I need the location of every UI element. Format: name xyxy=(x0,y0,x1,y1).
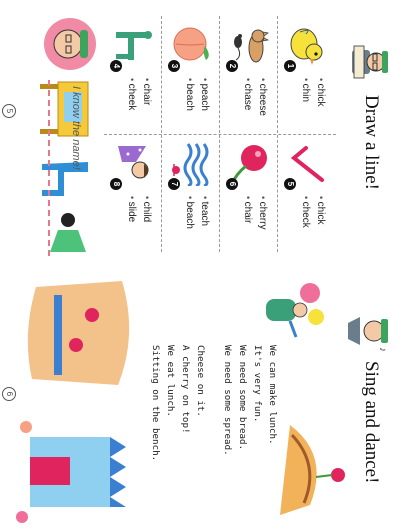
page-title-sing-and-dance: Sing and dance! xyxy=(361,361,382,484)
stanza-gap xyxy=(208,345,220,461)
word-choice[interactable]: • cheek xyxy=(124,78,139,110)
page-number-right: 6 xyxy=(2,387,16,401)
blue-chair-icon xyxy=(38,156,94,202)
item-number: 8 xyxy=(110,178,122,190)
word-choice[interactable]: • check xyxy=(298,196,313,228)
word-options xyxy=(298,196,328,228)
word-choice[interactable]: • chin xyxy=(298,78,313,106)
dancing-children-icon xyxy=(250,273,330,343)
singing-mascot-icon xyxy=(346,309,392,353)
item-number: 5 xyxy=(284,178,296,190)
item-number: 6 xyxy=(226,178,238,190)
grid-cell-1 xyxy=(278,16,336,134)
word-choice[interactable]: • chair xyxy=(240,196,255,229)
word-options xyxy=(240,196,270,229)
word-choice[interactable]: • peach xyxy=(197,78,212,111)
mascot-boy-icon xyxy=(346,40,392,84)
word-choice[interactable]: • cherry xyxy=(255,196,270,229)
grid-cell-3 xyxy=(162,16,220,134)
ball-and-cone-icon xyxy=(44,212,90,256)
matching-grid xyxy=(104,16,336,252)
poem-line: We eat lunch. xyxy=(165,345,176,417)
poem-line: A cherry on top! xyxy=(180,345,191,434)
grid-cell-6 xyxy=(220,134,278,252)
pink-dashed-line xyxy=(48,80,50,256)
castle-flags-icon xyxy=(12,417,130,527)
word-choice[interactable]: • beach xyxy=(182,78,197,111)
word-options xyxy=(240,78,270,116)
word-options xyxy=(298,78,328,106)
table-icon xyxy=(38,78,98,140)
word-choice[interactable]: • chase xyxy=(240,78,255,116)
grid-cell-7 xyxy=(162,134,220,252)
page-number-left: 5 xyxy=(2,104,16,118)
poem xyxy=(148,345,280,461)
grid-cell-8 xyxy=(104,134,162,252)
poem-line: Cheese on it. xyxy=(195,345,206,417)
word-choice[interactable]: • cheese xyxy=(255,78,270,116)
poem-line: Sitting on the bench. xyxy=(150,345,161,462)
poem-line: We can make lunch. xyxy=(267,345,278,445)
item-number: 1 xyxy=(284,60,296,72)
word-choice[interactable]: • chick xyxy=(313,78,328,106)
word-options xyxy=(124,78,154,110)
poem-line: It's very fun. xyxy=(252,345,263,423)
item-number: 4 xyxy=(110,60,122,72)
sing-and-dance-page xyxy=(0,265,400,530)
grid-cell-2 xyxy=(220,16,278,134)
item-number: 7 xyxy=(168,178,180,190)
poem-line: We need some bread. xyxy=(237,345,248,451)
item-number: 3 xyxy=(168,60,180,72)
word-options xyxy=(182,78,212,111)
page-title-draw-a-line: Draw a line! xyxy=(361,95,382,190)
word-choice[interactable]: • child xyxy=(139,196,154,222)
name-objects-row xyxy=(28,16,98,252)
svg-text:♪: ♪ xyxy=(377,347,388,352)
grid-cell-4 xyxy=(104,16,162,134)
word-choice[interactable]: • chick xyxy=(313,196,328,228)
item-number: 2 xyxy=(226,60,238,72)
word-options xyxy=(182,196,212,229)
word-choice[interactable]: • slide xyxy=(124,196,139,222)
poem-line: We need some spread. xyxy=(222,345,233,456)
word-choice[interactable]: • chair xyxy=(139,78,154,110)
grid-cell-5 xyxy=(278,134,336,252)
boy-face-icon xyxy=(42,16,98,72)
word-choice[interactable]: • beach xyxy=(182,196,197,229)
word-choice[interactable]: • teach xyxy=(197,196,212,229)
bread-and-flowers-icon xyxy=(22,275,132,395)
i-know-the-name-label: I know the name! xyxy=(70,86,82,170)
word-options xyxy=(124,196,154,222)
castle-and-lunch-icon xyxy=(270,415,350,525)
